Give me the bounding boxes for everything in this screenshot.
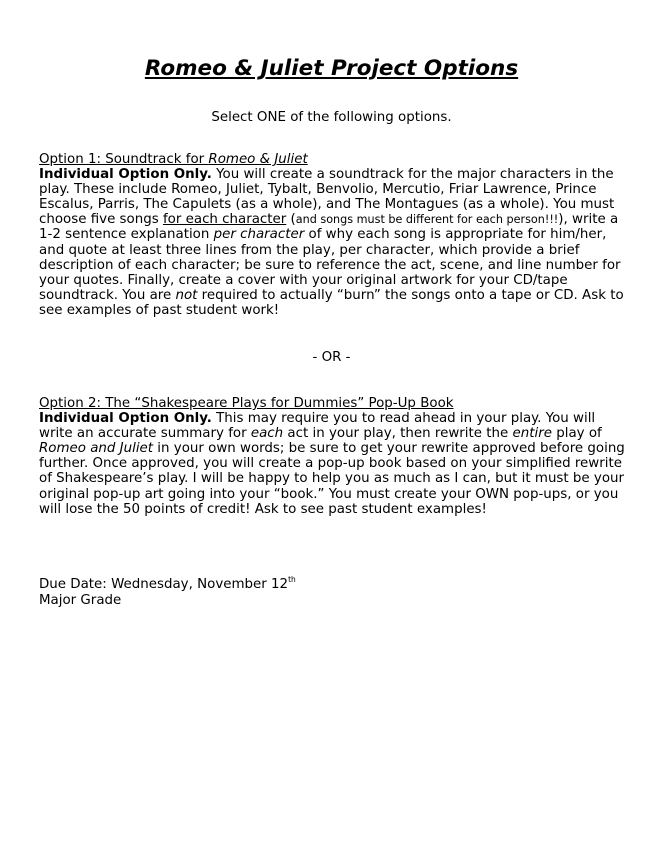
due-date-block bbox=[39, 577, 296, 609]
page-title: Romeo & Juliet Project Options bbox=[144, 56, 519, 81]
option-2-section bbox=[39, 396, 627, 517]
grade-weight: Major Grade bbox=[39, 593, 122, 608]
option-2-label: Individual Option Only. bbox=[39, 411, 212, 427]
option-2-heading: Option 2: The “Shakespeare Plays for Dummies” Pop-Up Book bbox=[39, 396, 454, 411]
or-separator: - OR - bbox=[312, 350, 351, 365]
instruction-text: Select ONE of the following options. bbox=[211, 110, 452, 125]
option-1-body: Individual Option Only. You will create a soundtrack for the major characters in the play. These include Romeo, Juliet, Tybalt, Benvolio, Mercutio, Friar Lawrence, Prince Escalus, Parris, The Capulets (as a whole), and The Montagues (as a whole). You must choose five songs for each character (and songs must be different for each person!!!), write a 1-2 sentence explanation per character of why each song is appropriate for him/her, and quote at least three lines from the play, per character, which provide a brief description of each character; be sure to reference the act, scene, and line number for your quotes. Finally, create a cover with your original artwork for your CD/tape soundtrack. You are not required to actually “burn” the songs onto a tape or CD. Ask to see examples of past student work! bbox=[39, 167, 624, 318]
option-1-section bbox=[39, 152, 627, 318]
option-2-body: Individual Option Only. This may require you to read ahead in your play. You will write an accurate summary for each act in your play, then rewrite the entire play of Romeo and Juliet in your own words; be sure to get your rewrite approved before going further. Once approved, you will create a pop-up book based on your simplified rewrite of Shakespeare’s play. I will be happy to help you as much as I can, but it must be your original pop-up art going into your “book.” You must create your OWN pop-ups, or you will lose the 50 points of credit! Ask to see past student examples! bbox=[39, 411, 625, 517]
option-1-heading: Option 1: Soundtrack for Romeo & Juliet bbox=[39, 152, 308, 167]
option-1-label: Individual Option Only. bbox=[39, 167, 212, 183]
due-date: Due Date: Wednesday, November 12th bbox=[39, 575, 296, 592]
